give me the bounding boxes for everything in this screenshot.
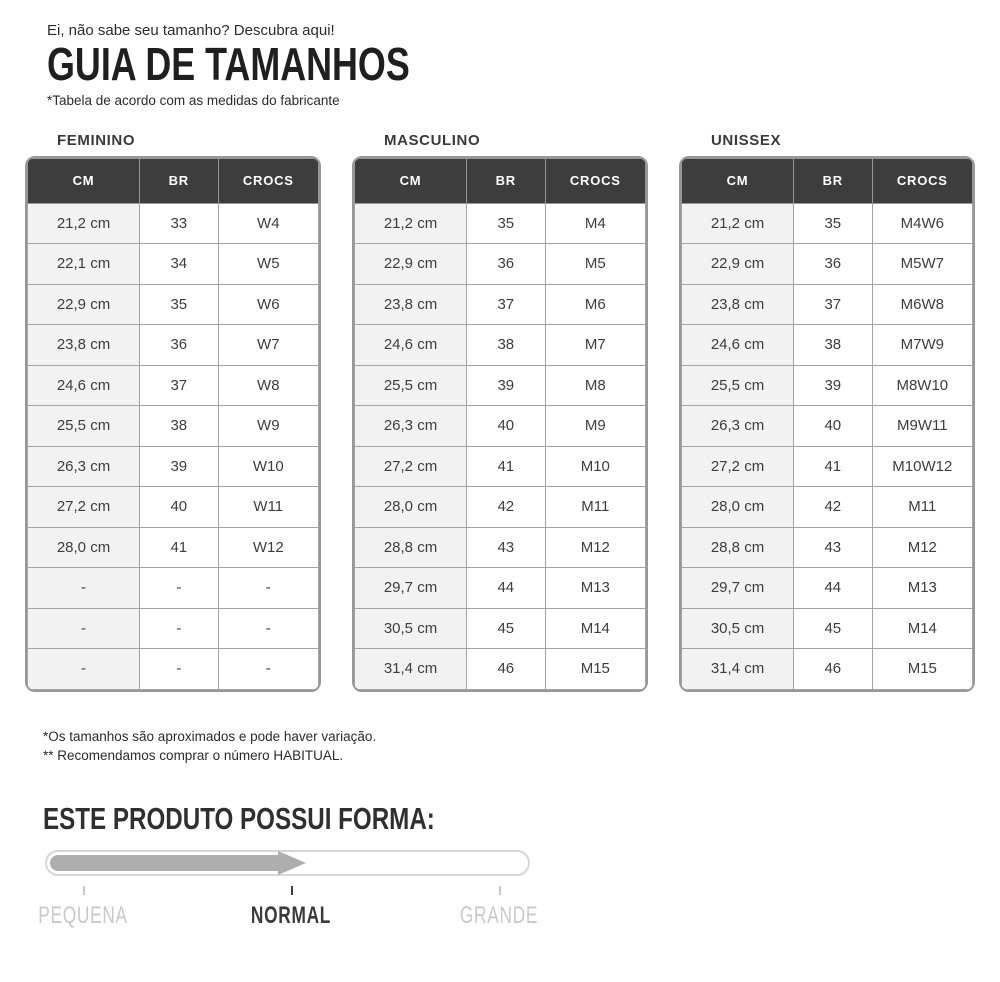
table-row — [355, 406, 646, 447]
cell-br: 39 — [140, 446, 219, 487]
cell-br: 45 — [794, 608, 873, 649]
cell-cm: 22,9 cm — [28, 284, 140, 325]
table-row — [682, 406, 973, 447]
size-table-unissex — [679, 132, 975, 692]
cell-br: 35 — [467, 203, 546, 244]
cell-br: 42 — [467, 487, 546, 528]
cell-cm: 23,8 cm — [355, 284, 467, 325]
cell-crocs: M14 — [872, 608, 972, 649]
column-header-cm: CM — [355, 158, 467, 203]
cell-cm: 24,6 cm — [28, 365, 140, 406]
shape-title-text: ESTE PRODUTO POSSUI FORMA: — [43, 801, 435, 837]
table-row — [355, 365, 646, 406]
cell-cm: 31,4 cm — [355, 649, 467, 690]
gauge-label-normal: NORMAL — [250, 902, 331, 930]
cell-br: 41 — [467, 446, 546, 487]
table-row — [355, 446, 646, 487]
cell-cm: 26,3 cm — [355, 406, 467, 447]
cell-crocs: M5W7 — [872, 244, 972, 285]
cell-crocs: M6 — [545, 284, 645, 325]
table-row — [682, 608, 973, 649]
cell-crocs: W12 — [218, 527, 318, 568]
gauge-label-grande: GRANDE — [459, 902, 539, 930]
cell-crocs: - — [218, 568, 318, 609]
table-row — [682, 325, 973, 366]
table-row — [682, 487, 973, 528]
tick-grande — [499, 886, 501, 895]
cell-crocs: M11 — [545, 487, 645, 528]
cell-crocs: W11 — [218, 487, 318, 528]
gauge-fill-bar — [50, 855, 278, 871]
table-row — [28, 527, 319, 568]
size-table-wrap — [679, 156, 975, 692]
cell-cm: - — [28, 649, 140, 690]
cell-cm: 23,8 cm — [682, 284, 794, 325]
cell-br: 40 — [794, 406, 873, 447]
cell-br: 45 — [467, 608, 546, 649]
cell-cm: 28,8 cm — [355, 527, 467, 568]
cell-br: - — [140, 608, 219, 649]
cell-br: 38 — [794, 325, 873, 366]
cell-br: 40 — [467, 406, 546, 447]
table-row — [28, 325, 319, 366]
table-row — [682, 365, 973, 406]
cell-crocs: M13 — [545, 568, 645, 609]
cell-br: 37 — [140, 365, 219, 406]
column-header-br: BR — [794, 158, 873, 203]
cell-cm: 29,7 cm — [355, 568, 467, 609]
cell-cm: 30,5 cm — [355, 608, 467, 649]
table-row — [355, 487, 646, 528]
table-row — [355, 244, 646, 285]
cell-cm: 31,4 cm — [682, 649, 794, 690]
cell-br: - — [140, 568, 219, 609]
cell-cm: 30,5 cm — [682, 608, 794, 649]
cell-cm: - — [28, 568, 140, 609]
footnote-habitual: ** Recomendamos comprar o número HABITUAL. — [43, 747, 344, 763]
cell-cm: 26,3 cm — [28, 446, 140, 487]
cell-br: 39 — [467, 365, 546, 406]
header-row — [682, 158, 973, 203]
table-row — [28, 284, 319, 325]
gauge-label-pequena: PEQUENA — [38, 902, 128, 930]
cell-br: 35 — [794, 203, 873, 244]
table-row — [28, 446, 319, 487]
cell-crocs: M9W11 — [872, 406, 972, 447]
cell-br: 36 — [467, 244, 546, 285]
cell-crocs: W9 — [218, 406, 318, 447]
table-row — [355, 608, 646, 649]
table-row — [28, 244, 319, 285]
cell-crocs: M8W10 — [872, 365, 972, 406]
column-header-br: BR — [140, 158, 219, 203]
cell-br: 41 — [140, 527, 219, 568]
cell-crocs: W10 — [218, 446, 318, 487]
cell-crocs: M5 — [545, 244, 645, 285]
cell-cm: 24,6 cm — [682, 325, 794, 366]
shape-section — [25, 803, 975, 932]
table-row — [682, 527, 973, 568]
size-table — [27, 158, 319, 690]
cell-br: 43 — [794, 527, 873, 568]
table-row — [28, 608, 319, 649]
table-row — [28, 649, 319, 690]
cell-crocs: M10 — [545, 446, 645, 487]
header-row — [28, 158, 319, 203]
table-label: MASCULINO — [384, 131, 481, 149]
cell-cm: 28,0 cm — [682, 487, 794, 528]
cell-crocs: M15 — [872, 649, 972, 690]
cell-br: 41 — [794, 446, 873, 487]
cell-crocs: W4 — [218, 203, 318, 244]
cell-crocs: M10W12 — [872, 446, 972, 487]
cell-br: 34 — [140, 244, 219, 285]
header-row — [355, 158, 646, 203]
cell-br: - — [140, 649, 219, 690]
table-row — [682, 284, 973, 325]
cell-br: 38 — [140, 406, 219, 447]
cell-crocs: M15 — [545, 649, 645, 690]
page-title-text: GUIA DE TAMANHOS — [47, 38, 410, 90]
cell-br: 36 — [794, 244, 873, 285]
cell-crocs: M7W9 — [872, 325, 972, 366]
column-header-crocs: CROCS — [218, 158, 318, 203]
cell-crocs: W8 — [218, 365, 318, 406]
cell-cm: 28,0 cm — [355, 487, 467, 528]
cell-br: 44 — [467, 568, 546, 609]
cell-br: 35 — [140, 284, 219, 325]
table-label: UNISSEX — [711, 131, 782, 149]
size-tables — [25, 132, 975, 692]
cell-crocs: M12 — [545, 527, 645, 568]
cell-cm: 21,2 cm — [355, 203, 467, 244]
tick-normal — [291, 886, 293, 895]
cell-br: 39 — [794, 365, 873, 406]
size-table-masculino — [352, 132, 648, 692]
cell-br: 44 — [794, 568, 873, 609]
cell-crocs: M12 — [872, 527, 972, 568]
cell-cm: 23,8 cm — [28, 325, 140, 366]
column-header-cm: CM — [28, 158, 140, 203]
table-row — [355, 284, 646, 325]
column-header-cm: CM — [682, 158, 794, 203]
tagline: Ei, não sabe seu tamanho? Descubra aqui! — [47, 22, 335, 39]
cell-br: 36 — [140, 325, 219, 366]
cell-cm: 28,0 cm — [28, 527, 140, 568]
table-row — [28, 568, 319, 609]
arrow-right-icon — [278, 851, 306, 875]
cell-cm: 25,5 cm — [355, 365, 467, 406]
table-row — [355, 649, 646, 690]
cell-br: 43 — [467, 527, 546, 568]
table-row — [28, 203, 319, 244]
cell-cm: 28,8 cm — [682, 527, 794, 568]
cell-cm: 25,5 cm — [682, 365, 794, 406]
gauge-track — [45, 850, 530, 876]
table-row — [682, 568, 973, 609]
cell-cm: 27,2 cm — [682, 446, 794, 487]
cell-cm: 25,5 cm — [28, 406, 140, 447]
size-table — [681, 158, 973, 690]
column-header-br: BR — [467, 158, 546, 203]
footnote-approximate: *Os tamanhos são aproximados e pode haver variação. — [43, 728, 377, 744]
table-row — [28, 487, 319, 528]
cell-br: 46 — [794, 649, 873, 690]
table-row — [355, 203, 646, 244]
cell-crocs: W5 — [218, 244, 318, 285]
cell-br: 37 — [467, 284, 546, 325]
cell-br: 42 — [794, 487, 873, 528]
cell-cm: 27,2 cm — [355, 446, 467, 487]
cell-crocs: M9 — [545, 406, 645, 447]
cell-cm: 22,1 cm — [28, 244, 140, 285]
cell-cm: 22,9 cm — [355, 244, 467, 285]
cell-crocs: W6 — [218, 284, 318, 325]
cell-crocs: M6W8 — [872, 284, 972, 325]
cell-cm: 26,3 cm — [682, 406, 794, 447]
cell-crocs: M4W6 — [872, 203, 972, 244]
cell-crocs: M7 — [545, 325, 645, 366]
tick-pequena — [83, 886, 85, 895]
cell-crocs: M13 — [872, 568, 972, 609]
cell-cm: - — [28, 608, 140, 649]
table-row — [682, 446, 973, 487]
cell-cm: 21,2 cm — [682, 203, 794, 244]
cell-cm: 24,6 cm — [355, 325, 467, 366]
table-row — [28, 365, 319, 406]
shape-title — [43, 801, 975, 837]
table-row — [682, 203, 973, 244]
cell-cm: 29,7 cm — [682, 568, 794, 609]
cell-br: 37 — [794, 284, 873, 325]
footnotes — [43, 728, 975, 766]
cell-crocs: M14 — [545, 608, 645, 649]
column-header-crocs: CROCS — [872, 158, 972, 203]
table-row — [355, 527, 646, 568]
cell-crocs: - — [218, 649, 318, 690]
cell-br: 38 — [467, 325, 546, 366]
table-label: FEMININO — [57, 131, 136, 149]
size-table-feminino — [25, 132, 321, 692]
cell-br: 40 — [140, 487, 219, 528]
shape-gauge — [38, 850, 539, 932]
cell-br: 33 — [140, 203, 219, 244]
cell-cm: 21,2 cm — [28, 203, 140, 244]
table-row — [28, 406, 319, 447]
cell-cm: 27,2 cm — [28, 487, 140, 528]
table-row — [355, 325, 646, 366]
manufacturer-note: *Tabela de acordo com as medidas do fabricante — [47, 92, 340, 108]
cell-crocs: M8 — [545, 365, 645, 406]
cell-br: 46 — [467, 649, 546, 690]
size-table — [354, 158, 646, 690]
size-table-wrap — [25, 156, 321, 692]
page-header — [25, 22, 975, 108]
cell-crocs: M4 — [545, 203, 645, 244]
table-row — [355, 568, 646, 609]
column-header-crocs: CROCS — [545, 158, 645, 203]
table-row — [682, 649, 973, 690]
cell-crocs: - — [218, 608, 318, 649]
cell-crocs: W7 — [218, 325, 318, 366]
size-table-wrap — [352, 156, 648, 692]
page-title — [47, 38, 975, 90]
table-row — [682, 244, 973, 285]
cell-crocs: M11 — [872, 487, 972, 528]
cell-cm: 22,9 cm — [682, 244, 794, 285]
